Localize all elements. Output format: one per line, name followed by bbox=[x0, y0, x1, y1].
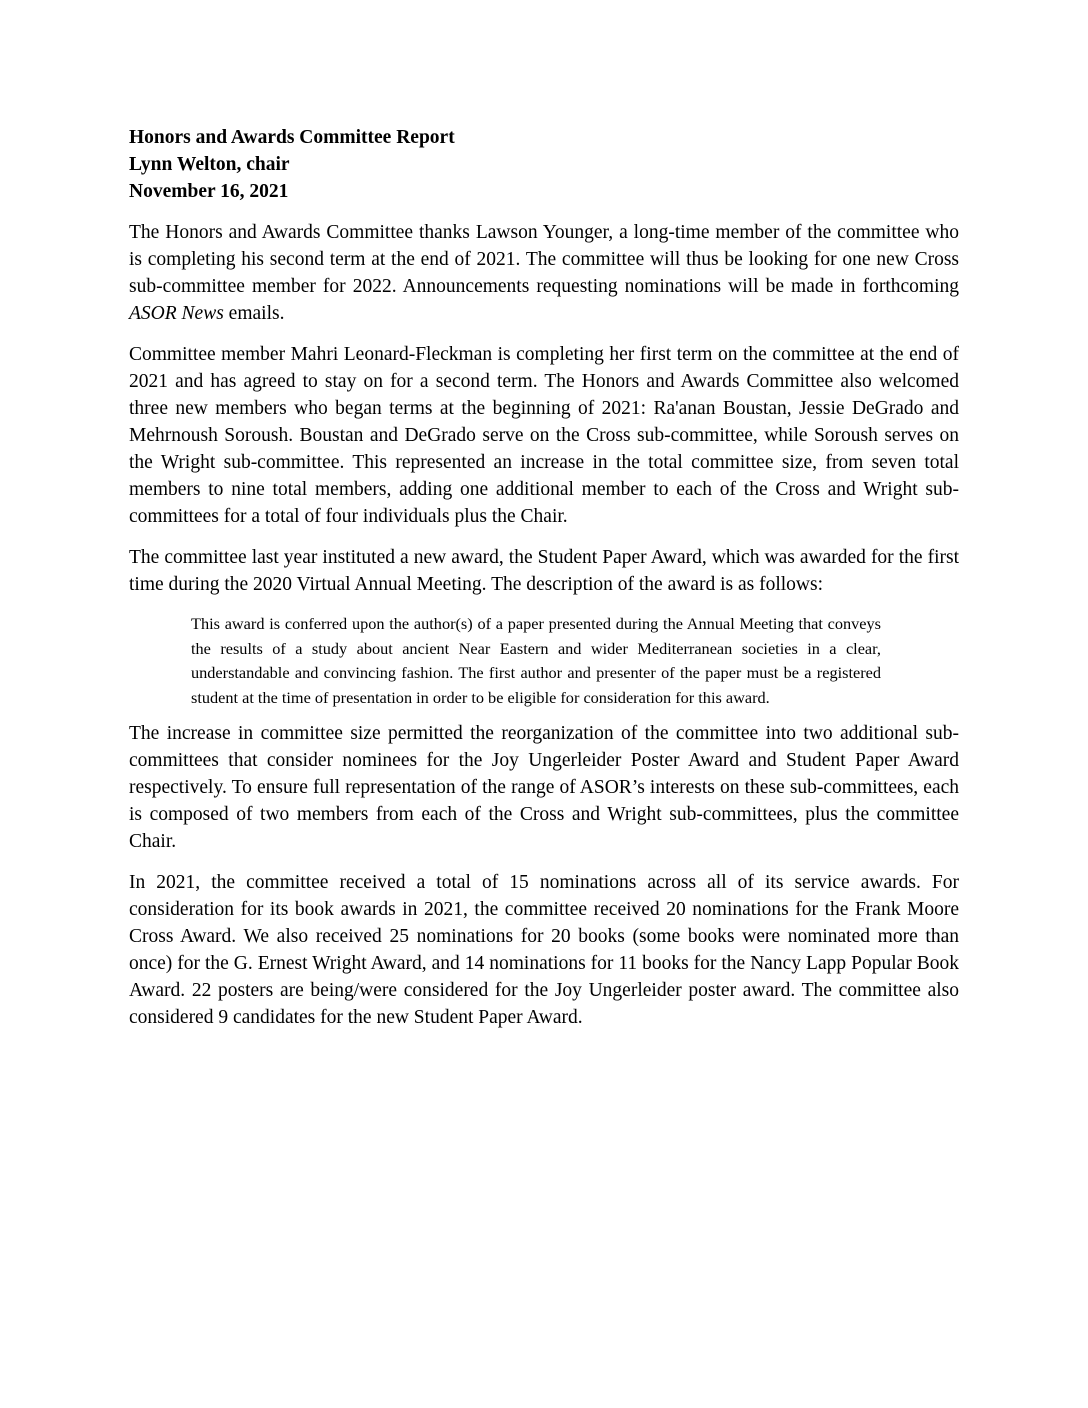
paragraph-text: The Honors and Awards Committee thanks Lawson Younger, a long-time member of the committee who is completing his second term at the end of 2021. The committee will thus be looking for one new Cross sub-committee member for 2022. Announcements requesting nominations will be made in forthcoming bbox=[129, 222, 959, 297]
report-header bbox=[129, 124, 959, 205]
paragraph-committee-members: Committee member Mahri Leonard-Fleckman is completing her first term on the committee at the end of 2021 and has agreed to stay on for a second term. The Honors and Awards Committee also welcomed three new members who began terms at the beginning of 2021: Ra'anan Boustan, Jessie DeGrado and Mehrnoush Soroush. Boustan and DeGrado serve on the Cross sub-committee, while Soroush serves on the Wright sub-committee. This represented an increase in the total committee size, from seven total members to nine total members, adding one additional member to each of the Cross and Wright sub-committees for a total of four individuals plus the Chair. bbox=[129, 344, 959, 527]
report-author: Lynn Welton, chair bbox=[129, 154, 290, 175]
paragraph-text: emails. bbox=[223, 303, 285, 324]
paragraph-new-award: The committee last year instituted a new award, the Student Paper Award, which was awarded for the first time during the 2020 Virtual Annual Meeting. The description of the award is as follows: bbox=[129, 547, 959, 595]
publication-name: ASOR News bbox=[129, 303, 224, 324]
report-title: Honors and Awards Committee Report bbox=[129, 127, 455, 148]
award-description-quote: This award is conferred upon the author(s) of a paper presented during the Annual Meeting that conveys the results of a study about ancient Near Eastern and wider Mediterranean societies in a clear, understandable and convincing fashion. The first author and presenter of the paper must be a registered student at the time of presentation in order to be eligible for consideration for this award. bbox=[191, 614, 881, 707]
report-page bbox=[129, 124, 959, 1045]
report-date: November 16, 2021 bbox=[129, 181, 289, 202]
paragraph-nominations: In 2021, the committee received a total of 15 nominations across all of its service awards. For consideration for its book awards in 2021, the committee received 20 nominations for the Frank Moore Cross Award. We also received 25 nominations for 20 books (some books were nominated more than once) for the G. Ernest Wright Award, and 14 nominations for 11 books for the Nancy Lapp Popular Book Award. 22 posters are being/were considered for the Joy Ungerleider poster award. The committee also considered 9 candidates for the new Student Paper Award. bbox=[129, 872, 959, 1028]
paragraph-committee-thanks bbox=[129, 219, 959, 327]
paragraph-reorganization: The increase in committee size permitted the reorganization of the committee into two additional sub-committees that consider nominees for the Joy Ungerleider Poster Award and Student Paper Award respectively. To ensure full representation of the range of ASOR’s interests on these sub-committees, each is composed of two members from each of the Cross and Wright sub-committees, plus the committee Chair. bbox=[129, 723, 959, 852]
